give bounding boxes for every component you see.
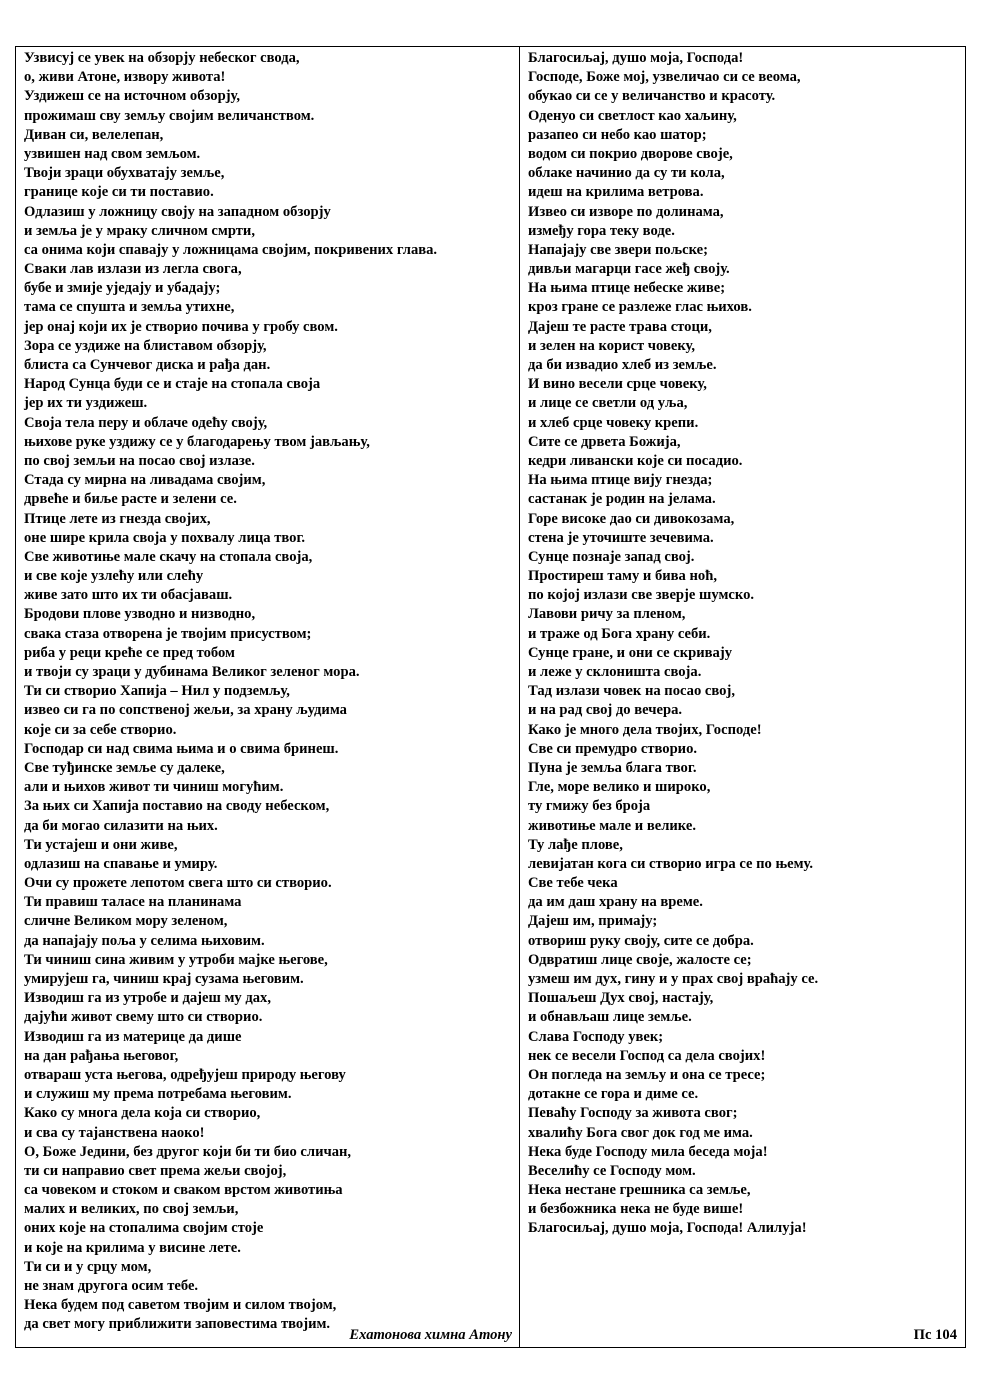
- verse-line: и леже у склоништа своја.: [528, 664, 702, 680]
- verse-line: Уздижеш се на источном обзорју,: [24, 88, 241, 105]
- verse-line: отвараш уста његова, одређујеш природу његову: [24, 1066, 346, 1083]
- verse-line: оне шире крила своја у похвалу лица твог.: [24, 529, 306, 546]
- verse-line: О, Боже Једини, без другог који би ти био сличан,: [24, 1143, 352, 1160]
- verse-line: Оденуо си светлост као хаљину,: [528, 107, 737, 124]
- verse-line: Сваки лав излази из легла свога,: [24, 261, 242, 278]
- verse-line: малих и великих, по свој земљи,: [24, 1201, 239, 1218]
- verse-line: по којој излази све зверје шумско.: [528, 587, 755, 604]
- verse-line: ту гмижу без броја: [528, 798, 651, 815]
- verse-line: Зора се уздиже на блиставом обзорју,: [24, 337, 267, 354]
- verse-line: Очи су прожете лепотом свега што си створио.: [24, 875, 332, 892]
- verse-line: риба у реци креће се пред тобом: [24, 644, 235, 661]
- verse-line: са човеком и стоком и сваком врстом животиња: [24, 1182, 343, 1199]
- verse-line: Ти си створио Хапија – Нил у подземљу,: [24, 683, 290, 700]
- verse-line: и зелен на корист човеку,: [528, 337, 696, 354]
- verse-line: и траже од Бога храну себи.: [528, 625, 711, 642]
- verse-line: Узвисуј се увек на обзорју небеског свода,: [24, 50, 300, 66]
- verse-line: Тад излази човек на посао свој,: [528, 683, 735, 700]
- verse-line: тама се спушта и земља утихне,: [24, 299, 235, 316]
- verse-line: прожимаш сву земљу својим величанством.: [24, 107, 315, 124]
- verse-line: о, живи Атоне, извору живота!: [24, 69, 226, 86]
- verse-line: И вино весели срце човеку,: [528, 376, 707, 393]
- verse-line: Све животиње мале скачу на стопала своја,: [24, 548, 313, 565]
- verse-line: идеш на крилима ветрова.: [528, 184, 704, 201]
- verse-line: Ти устајеш и они живе,: [24, 836, 178, 853]
- verse-line: са онима који спавају у ложницама својим, покривених глава.: [24, 241, 438, 258]
- verse-line: Напајају све звери пољске;: [528, 241, 708, 258]
- verse-line: Ти правиш таласе на планинама: [24, 894, 242, 911]
- verse-line: не знам другога осим тебе.: [24, 1278, 199, 1294]
- verse-line: Бродови плове узводно и низводно,: [24, 606, 256, 623]
- verse-line: Гле, море велико и широко,: [528, 779, 711, 796]
- verse-line: на дан рађања његовог,: [24, 1047, 179, 1064]
- verse-line: Како је много дела твојих, Господе!: [528, 721, 762, 738]
- verse-line: Простиреш таму и бива ноћ,: [528, 568, 717, 585]
- verse-line: Горе високе дао си дивокозама,: [528, 510, 735, 527]
- verse-line: Благосиљај, душо моја, Господа!: [528, 50, 744, 66]
- verse-line: по свој земљи на посао свој излазе.: [24, 452, 255, 469]
- verse-line: свака стаза отворена је твојим присуством;: [24, 625, 312, 642]
- verse-line: одлазиш на спавање и умиру.: [24, 855, 218, 872]
- verse-line: умирујеш га, чиниш крај сузама његовим.: [24, 971, 304, 987]
- verse-line: извео си га по сопственој жељи, за храну људима: [24, 702, 347, 719]
- verse-line: узмеш им дух, гину и у прах свој враћају се.: [528, 971, 819, 987]
- verse-line: Одвратиш лице своје, жалосте се;: [528, 951, 752, 968]
- verse-line: За њих си Хапија поставио на своду небеском,: [24, 798, 330, 815]
- verse-line: Дајеш им, примају;: [528, 913, 658, 930]
- verse-line: На њима птице вију гнезда;: [528, 472, 713, 489]
- verse-line: Птице лете из гнезда својих,: [24, 510, 211, 527]
- verse-line: бубе и змије уједају и убадају;: [24, 280, 221, 297]
- verse-line: Диван си, велелепан,: [24, 126, 164, 143]
- verse-line: и хлеб срце човеку крепи.: [528, 414, 699, 431]
- verse-line: Он погледа на земљу и она се тресе;: [528, 1066, 766, 1083]
- verse-line: јер онај који их је створио почива у гробу свом.: [24, 318, 338, 335]
- verse-line: Сите се дрвета Божија,: [528, 433, 681, 450]
- psalm-104-column: [528, 49, 960, 1239]
- verse-line: дивљи магарци гасе жеђ своју.: [528, 261, 730, 278]
- verse-line: и служиш му према потребама његовим.: [24, 1086, 292, 1103]
- verse-line: хвалићу Бога свог док год ме има.: [528, 1124, 753, 1141]
- verse-line: живе зато што их ти обасјаваш.: [24, 587, 233, 604]
- verse-line: да би извадио хлеб из земље.: [528, 357, 717, 373]
- verse-line: Господе, Боже мој, узвеличао си се веома,: [528, 69, 801, 86]
- verse-line: разапео си небо као шатор;: [528, 126, 707, 143]
- verse-line: Дајеш те расте трава стоци,: [528, 318, 712, 335]
- verse-line: јер их ти уздижеш.: [24, 395, 148, 412]
- verse-line: блиста са Сунчевог диска и рађа дан.: [24, 357, 271, 373]
- verse-line: Своја тела перу и облаче одећу своју,: [24, 414, 268, 431]
- verse-line: и све које узлећу или слећу: [24, 568, 204, 585]
- verse-line: Певаћу Господу за живота свог;: [528, 1105, 738, 1122]
- verse-line: да напајају поља у селима њиховим.: [24, 932, 265, 949]
- akhenaten-hymn-caption: Ехатонова химна Атону: [349, 1327, 512, 1343]
- verse-line: дајући живот свему што си створио.: [24, 1009, 263, 1026]
- verse-line: и земља је у мраку сличном смрти,: [24, 222, 255, 239]
- verse-line: да би могао силазити на њих.: [24, 817, 218, 834]
- akhenaten-hymn-column: [24, 49, 516, 1335]
- verse-line: и сва су тајанствена наоко!: [24, 1124, 205, 1141]
- verse-line: левијатан кога си створио игра се по њему.: [528, 855, 814, 872]
- verse-line: нек се весели Господ са дела својих!: [528, 1047, 766, 1064]
- verse-line: стена је уточиште зечевима.: [528, 529, 714, 546]
- verse-line: границе које си ти поставио.: [24, 184, 214, 201]
- verse-line: састанак је родин на јелама.: [528, 491, 716, 508]
- column-divider: [519, 47, 520, 1347]
- verse-line: Изводиш га из материце да дише: [24, 1028, 242, 1045]
- verse-line: животиње мале и велике.: [528, 817, 696, 834]
- verse-line: узвишен над свом земљом.: [24, 145, 201, 162]
- verse-line: дрвеће и биље расте и зелени се.: [24, 491, 237, 508]
- verse-line: кедри ливански које си посадио.: [528, 452, 743, 469]
- verse-line: На њима птице небеске живе;: [528, 280, 726, 297]
- verse-line: Нека буде Господу мила беседа моја!: [528, 1143, 768, 1160]
- verse-line: да им даш храну на време.: [528, 894, 703, 911]
- verse-line: између гора теку воде.: [528, 222, 675, 239]
- verse-line: Како су многа дела која си створио,: [24, 1105, 261, 1122]
- verse-line: Сунце познаје запад свој.: [528, 548, 695, 565]
- verse-line: Ти чиниш сина живим у утроби мајке његове,: [24, 951, 328, 968]
- verse-line: Нека нестане грешника са земље,: [528, 1182, 751, 1199]
- verse-line: оних које на стопалима својим стоје: [24, 1220, 264, 1237]
- verse-line: Слава Господу увек;: [528, 1028, 664, 1045]
- verse-line: Господар си над свима њима и о свима бринеш.: [24, 740, 339, 757]
- verse-line: и обнављаш лице земље.: [528, 1009, 692, 1026]
- verse-line: водом си покрио дворове своје,: [528, 145, 733, 162]
- verse-line: Сунце гране, и они се скривају: [528, 644, 732, 661]
- verse-line: Извео си изворе по долинама,: [528, 203, 724, 220]
- verse-line: Ти си и у срцу мом,: [24, 1258, 152, 1275]
- psalm-104-caption: Пс 104: [913, 1327, 957, 1343]
- verse-line: и твоји су зраци у дубинама Великог зеленог мора.: [24, 664, 360, 680]
- verse-line: Народ Сунца буди се и стаје на стопала своја: [24, 376, 321, 393]
- verse-line: отвориш руку своју, сите се добра.: [528, 932, 754, 949]
- verse-line: облаке начинио да су ти кола,: [528, 165, 725, 182]
- verse-line: које си за себе створио.: [24, 721, 177, 738]
- verse-line: Ту лађе плове,: [528, 836, 623, 853]
- verse-line: Одлазиш у ложницу своју на западном обзорју: [24, 203, 331, 220]
- verse-line: да свет могу приближити заповестима твојим.: [24, 1316, 331, 1333]
- verse-line: дотакне се гора и диме се.: [528, 1086, 699, 1103]
- verse-line: Све туђинске земље су далеке,: [24, 759, 225, 776]
- verse-line: и безбожника нека не буде више!: [528, 1201, 744, 1218]
- verse-line: Пуна је земља блага твог.: [528, 759, 697, 776]
- verse-line: и на рад свој до вечера.: [528, 702, 683, 719]
- verse-line: обукао си се у величанство и красоту.: [528, 88, 776, 105]
- verse-line: сличне Великом мору зеленом,: [24, 913, 228, 930]
- verse-line: Пошаљеш Дух свој, настају,: [528, 990, 714, 1007]
- verse-line: Благосиљај, душо моја, Господа! Алилуја!: [528, 1220, 807, 1237]
- verse-line: и које на крилима у висине лете.: [24, 1239, 241, 1256]
- comparison-table: [15, 46, 966, 1348]
- verse-line: Твоји зраци обухватају земље,: [24, 165, 225, 182]
- verse-line: Све си премудро створио.: [528, 740, 698, 757]
- verse-line: Изводиш га из утробе и дајеш му дах,: [24, 990, 271, 1007]
- verse-line: али и њихов живот ти чиниш могућим.: [24, 779, 284, 796]
- verse-line: Лавови ричу за пленом,: [528, 606, 686, 623]
- verse-line: Нека будем под саветом твојим и силом твојом,: [24, 1297, 337, 1314]
- verse-line: Стада су мирна на ливадама својим,: [24, 472, 266, 489]
- verse-line: кроз гране се разлеже глас њихов.: [528, 299, 752, 316]
- verse-line: и лице се светли од уља,: [528, 395, 688, 412]
- verse-line: Све тебе чека: [528, 875, 618, 892]
- verse-line: Веселићу се Господу мом.: [528, 1162, 696, 1179]
- verse-line: њихове руке уздижу се у благодарењу твом јављању,: [24, 433, 370, 450]
- verse-line: ти си направио свет према жељи својој,: [24, 1162, 287, 1179]
